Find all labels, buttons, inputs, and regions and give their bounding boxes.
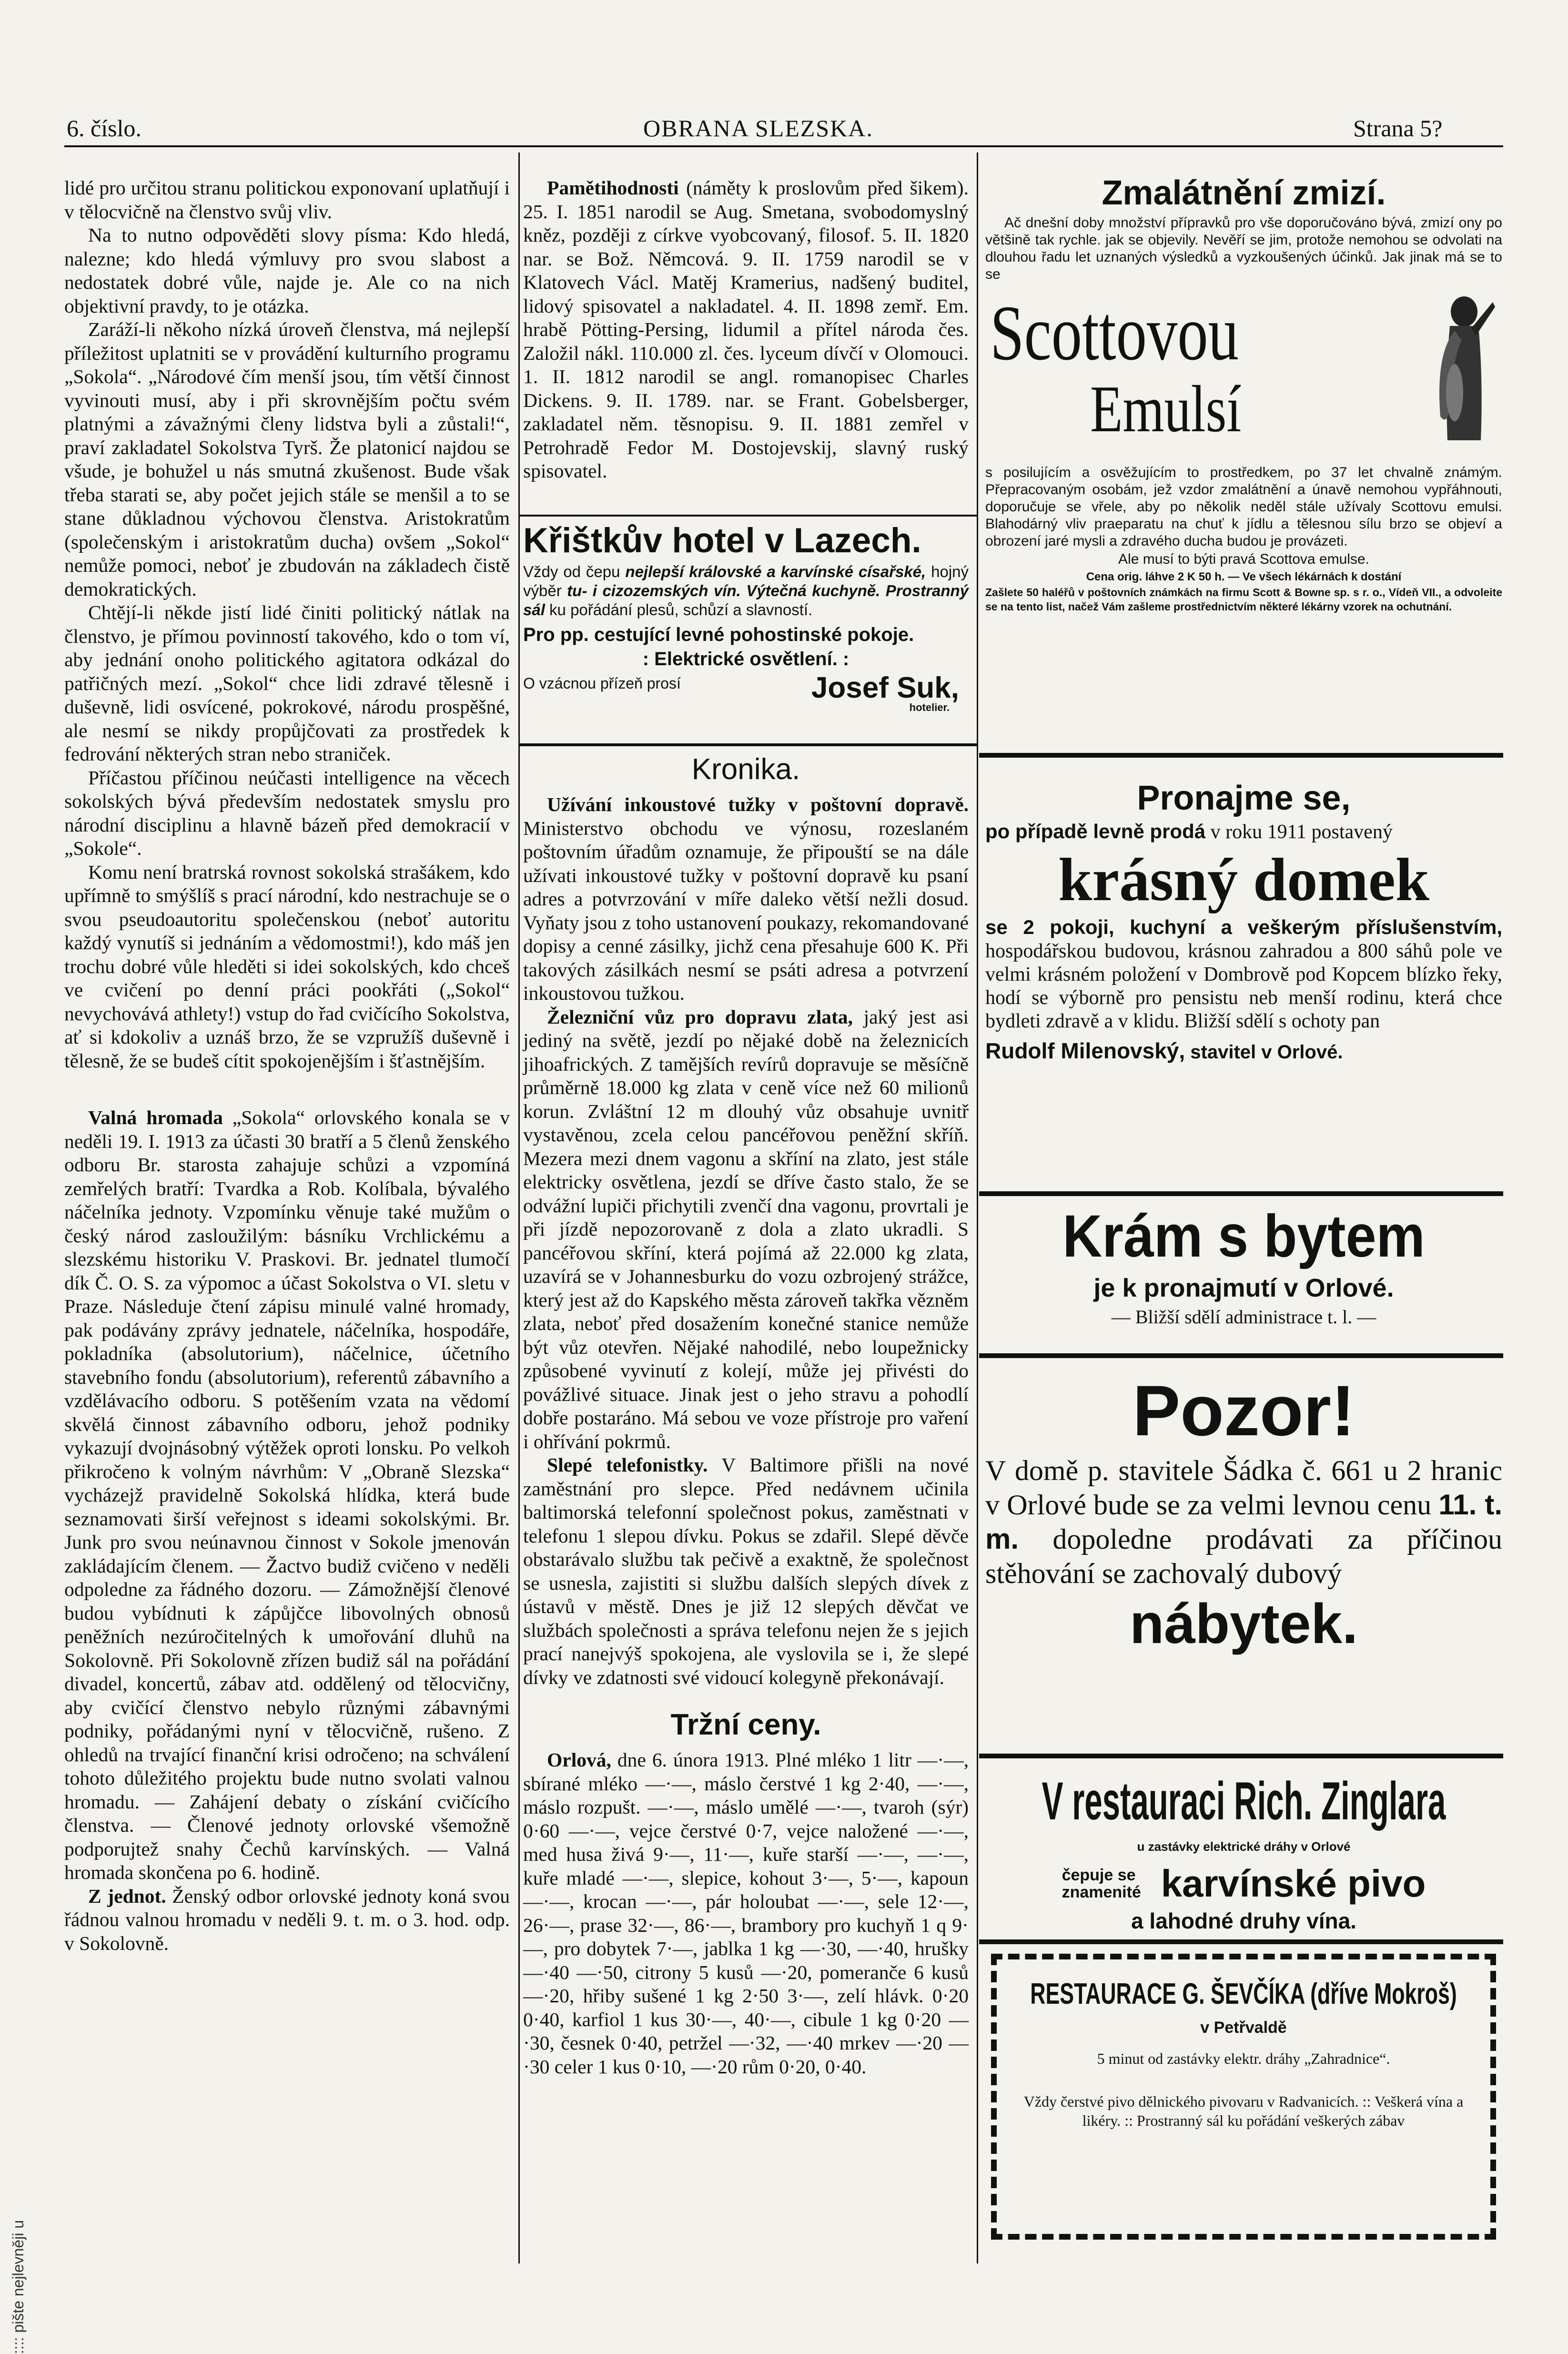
valna-lead: Valná hromada	[88, 1106, 223, 1128]
trzni-heading: Tržní ceny.	[670, 1708, 821, 1741]
kram-subtitle: je k pronajmutí v Orlové.	[1093, 1274, 1394, 1302]
domek-body-bold: se 2 pokoji, kuchyní a veškerým příslušenstvím,	[985, 916, 1502, 938]
valna-text: „Sokola“ orlovského konala se v neděli 19. I. 1913 za účasti 30 bratří a 5 členů ženského odboru Br. starosta zahajuje schůzi a vzpomíná zemřelých bratří: Tvardka a Rob. Kolíbala, bývalého náčelníka jednoty. Vzpomínku věnuje také mužům o český národ zasloužilým: básníku Vrchlickému a slezskému historiku V. Praskovi. Br. jednatel tlumočí dík Č. O. S. za výpomoc a účast Sokolstva o VI. sletu v Praze. Následuje čtení zápisu minulé valné hromady, pak podávány zprávy jednatele, náčelníka, hospodáře, pokladníka (absolutorium), náčelnice, účetního stavebního fondu (absolutorium), referentů zábavního a vzdělávacího odboru. S potěšením vzata na vědomí skvělá činnost zábavního odboru, jehož podniky vykazují dvojnásobný výtěžek oproti lonsku. Po velkoh přikročeno k volným návrhům: V „Obraně Slezska“ vycházejž pravidelně Sokolská hlídka, která bude seznamovati širší veřejnost s ideami sokolskými. Br. Junk pro svou neúnavnou činnost v Sokole jmenován zakládajícím členem. — Žactvo budiž cvičeno v neděli odpoledne za řádného dozoru. — Zámožnější členové budou vybídnuti k zápůjčce libovolných obnosů peněžních nezúročitelných k umořování dluhů na Sokolovně. Při Sokolovně zřízen budiž sál na pořádání divadel, koncertů, zábav atd. oddělený od tělocvičny, aby cvičící členstvo nebylo různými zábavnými podniky, pořádanými nyní v tělocvičně, rušeno. Z ohledů na trvající finanční krisi odročeno; na schválení tohoto důležitého projektu bude nutno svolati valnou hromadu. — Zahájení debaty o získání cvičícího členstva. — Členové jednoty orlovské všemožně podporujtež snahy Čechů karvínských. — Valná hromada skončena po 6. hodině.	[64, 1106, 510, 1883]
scott-intro: Ač dnešní doby množství přípravků pro vše doporučováno bývá, zmizí ony po většině tak rychle. jak se objevily. Nevěří se jim, protože nemohou se odvolati na dlouhou řadu let uznaných výsledků a vyzkoušených účinků. Jak jinak má se to se	[985, 215, 1502, 282]
hotel-text-1b: nejlepší královské a karvínské císařské,	[620, 563, 926, 580]
col1-paragraph: Příčastou příčinou neúčasti intelligence na věcech sokolských bývá především nedostatek smyslu pro národní disciplinu a hlavně bázeň před demokracií v „Sokole“.	[64, 766, 510, 859]
sevcik-offer: Vždy čerstvé pivo dělnického pivovaru v Radvanicích. :: Veškerá vína a likéry. :: Prostranný sál ku pořádání veškerých zábav	[1023, 2093, 1464, 2129]
zinglar-beer-row	[985, 1862, 1502, 1905]
col2-pametihodnosti	[523, 176, 969, 483]
kronika-item	[523, 793, 969, 1005]
col1-paragraph-jednot	[64, 1885, 510, 1956]
col1-paragraph-valna	[64, 1106, 510, 1885]
trzni-lead: Orlová,	[547, 1749, 611, 1771]
pametihodnosti-lead: Pamětihodnosti	[547, 177, 679, 199]
hotel-text-1: Vždy od čepu	[523, 563, 620, 580]
scott-price: Cena orig. láhve 2 K 50 h. — Ve všech lékárnách k dostání	[1086, 570, 1402, 583]
pozor-text-1: V domě p. stavitele Šádka č. 661 u 2 hranic v Orlové bude se za velmi levnou cenu	[985, 1455, 1502, 1521]
domek-signature	[985, 1038, 1502, 1064]
hotel-ad-top-rule	[519, 515, 977, 517]
column-1	[64, 176, 510, 1955]
kronika-item-text: Ministerstvo obchodu ve výnosu, rozeslaném poštovním úřadům oznamuje, že připouští se na dále užívati inkoustové tužky v poštovní dopravě ku psaní adres a potvrzování v míře daleko větší nežli dosud. Vyňaty jsou z toho ustanovení poukazy, rekomandované dopisy a cenné zásilky, jichž cena přesahuje 600 K. Při takových zásilkách nesmí se psáti adresa a potvrzení inkoustovou tužkou.	[523, 817, 969, 1004]
sevcik-distance: 5 minut od zastávky elektr. dráhy „Zahradnice“.	[1097, 2050, 1390, 2067]
zinglar-ad	[985, 1768, 1502, 1937]
kronika-item-text: V Baltimore přišli na nové zaměstnání pro slepce. Před nedávnem učinila baltimorská telefonní společnost pokus, zaměstnati v telefonu 1 slepou dívku. Pokus se zdařil. Slepé děvče obstarávalo službu tak pečivě a exaktně, že společnost se usnesla, zajistiti si službu dalších slepých dívek z ústavů v městě. Dnes je již 12 slepých děvčat ve službách společnosti a správa telefonu nejen že s jejich prací nanejvýš spokojena, ale vyslovila se i, že slepé dívky ve zdatnosti své vidoucí kolegyně překonávají.	[523, 1454, 969, 1688]
hotel-rooms: Pro pp. cestující levné pohostinské pokoje.	[523, 624, 914, 645]
hotel-ad-bottom-rule	[519, 743, 977, 746]
kram-ad	[985, 1201, 1502, 1330]
column-2-kronika	[523, 753, 969, 2079]
scott-body: s posilujícím a osvěžujícím to prostředkem, po 37 let chvalně známým. Přepracovaným osobám, jež vzdor zmalátnění a únavě nemohou vypřáhnouti, doporučuje se vřele, aby po několik neděl stále užívaly Scottovu emulsi. Blahodárný vliv praeparatu na chuť k jídlu a tělesnou sílu brzo se objeví a obrození jaré mysli a zdravého ducha budou je provázeti.	[985, 465, 1502, 549]
zinglar-location: u zastávky elektrické dráhy v Orlové	[1137, 1839, 1351, 1854]
hotel-text-2b: tu- i cizozemských vín. Výtečná kuchyně. Prostranný sál	[523, 582, 969, 619]
zinglar-tap: čepuje se znamenité	[1062, 1866, 1141, 1901]
hotel-title: Křištkův hotel v Lazech.	[523, 521, 921, 560]
domek-ad-rule	[979, 1191, 1503, 1196]
hotel-signature-role: hotelier.	[909, 701, 950, 713]
col1-paragraph: Komu není bratrská rovnost sokolská strašákem, kdo upřímně to smýšlíš s prací národní, kdo nestrachuje se o svou pseudoautoritu společenskou (neboť autoritu každý vynutíš si jednáním a vědomostmi!), kdo máš jen trochu dobré vůle hleděti si idei sokolských, kdo chceš ve cvičení po denní práci pookřáti („Sokol“ nevychovává athlety!) vstup do řad cvičícího Sokolstva, ať si kdokoliv a uznáš brzo, že se vzpružíš duševně i tělesně, že se budeš cítit spokojenějším i šťastnějším.	[64, 861, 510, 1072]
pozor-date: 11. t. m.	[985, 1489, 1503, 1555]
pametihodnosti-text: (náměty k proslovům před šikem). 25. I. 1851 narodil se Aug. Smetana, svobodomyslný kněz, později z církve vyobcovaný, filosof. 5. II. 1820 nar. se Bož. Němcová. 9. II. 1759 narodil se v Klatovech Václ. Matěj Kramerius, nadšený buditel, lidový spisovatel a nakladatel. 4. II. 1898 zemř. Em. hrabě Pötting-Persing, lidumil a přítel národa čes. Založil nákl. 110.000 zl. čes. lyceum dívčí v Olomouci. 1. II. 1812 narodil se angl. romanopisec Charles Dickens. 9. II. 1789. nar. se Frant. Gobelsberger, zakladatel něm. těsnopisu. 9. II. 1881 zemřel v Petrohradě Fedor M. Dostojevskij, slavný ruský spisovatel.	[523, 177, 969, 482]
jednot-text: Ženský odbor orlovské jednoty koná svou řádnou valnou hromadu v neděli 9. t. m. o 3. hod. odp. v Sokolovně.	[64, 1885, 510, 1954]
column-rule-2	[977, 152, 978, 2263]
col1-paragraph: lidé pro určitou stranu politickou exponovaní uplatňují i v tělocvičně na členstvo svůj vliv.	[64, 177, 510, 223]
trzni-body: dne 6. února 1913. Plné mléko 1 litr —·—, sbírané mléko —·—, máslo čerstvé 1 kg 2·40, —·—, máslo rozpušt. —·—, máslo umělé —·—, tvaroh (sýr) 0·60 —·—, vejce čerstvé 0·7, vejce naložené —·—, med husa živá 9·—, 11·—, kuře starší —·—, —·—, kuře mladé —·—, slepice, kohout 3·—, 5·—, kapoun —·—, krocan —·—, pár holoubat —·—, sele 12·—, 26·—, prase 32·—, 86·—, brambory pro kuchyň 1 q 9·—, pro dobytek 7·—, jablka 1 kg —·30, —·40, hrušky —·40 —·50, citrony 5 kusů —·20, pomeranče 6 kusů —·20, hřiby sušené 1 kg 2·50 3·—, zelí hlávk. 0·20 0·40, karfiol 1 kus 30·—, 40·—, cibule 1 kg 0·20 —·30, česnek 0·40, petržel —·32, —·40 mrkev —·20 —·30 celer 1 kus 0·10, —·20 rům 0·20, 0·40.	[523, 1749, 969, 2078]
hotel-light: : Elektrické osvětlení. :	[642, 649, 850, 670]
hotel-text-3: ku pořádání plesů, schůzí a slavností.	[545, 601, 813, 619]
pozor-text-2: dopoledne prodávati za příčinou stěhování se zachovalý dubový	[985, 1523, 1502, 1589]
col1-paragraph: Zaráží-li někoho nízká úroveň členstva, má nejlepší příležitost uplatniti se v provádění kulturního programu „Sokola“. „Národové čím menší jsou, tím větší činnost vyvinouti musí, aby i při skrovnějším počtu svém platnými a závažnými členy lidstva byli a zůstali!“, praví zakladatel Sokolstva Tyrš. Že platonicí najdou se všude, je bohužel u nás smutná zkušenost. Bude však třeba starati se, aby počet jejich stále se menšil a to se stane důkladnou výchovou členstva. Aristokratům (společenským i aristokratům ducha) ovšem „Sokol“ nemůže pomoci, neboť je zbudován na základech čistě demokratických.	[64, 318, 510, 600]
pozor-ad	[985, 1368, 1502, 1657]
scott-ad-rule	[979, 753, 1503, 758]
zinglar-ad-rule	[979, 1939, 1503, 1944]
kronika-item	[523, 1005, 969, 1454]
margin-text: :::: pište nejlevněji u	[10, 2220, 27, 2354]
domek-title: krásný domek	[1058, 846, 1429, 913]
pozor-title: Pozor!	[1133, 1370, 1355, 1451]
pozor-body	[985, 1453, 1502, 1591]
scott-sample: Zašlete 50 haléřů v poštovních známkách na firmu Scott & Bowne sp. s r. o., Vídeň VII., a odvoleite se na tento list, načež Vám zašleme prostřednictvím některé lékárny vzorek na ochutnání.	[985, 586, 1502, 613]
fisherman-with-fish-icon	[1426, 283, 1497, 445]
domek-signature-role: stavitel v Orlové.	[1185, 1042, 1343, 1063]
kronika-item-lead: Užívání inkoustové tužky v poštovní dopravě.	[547, 793, 969, 815]
zinglar-title: V restauraci Rich. Zinglara	[1042, 1771, 1446, 1831]
sevcik-location: v Petřvaldě	[1200, 2019, 1287, 2037]
sevcik-title: RESTAURACE G. ŠEVČÍKA (dříve Mokroš)	[1030, 1978, 1457, 2010]
domek-body	[985, 915, 1502, 1033]
column-2	[523, 176, 969, 483]
zinglar-beer: karvínské pivo	[1161, 1862, 1426, 1905]
header-rule	[64, 145, 1503, 147]
page-number: Strana 5?	[1353, 115, 1443, 142]
col1-paragraph: Na to nutno odpověděti slovy písma: Kdo hledá, nalezne; kdo hledá výmluvy pro svou slabost a nedostatek dobré vůle, najde je. Ale co na nich objektivní pravdy, to je otázka.	[64, 224, 510, 317]
scott-name: Scottovou	[990, 289, 1239, 376]
scott-ad	[985, 172, 1502, 614]
kronika-item-lead: Slepé telefonistky.	[547, 1454, 708, 1476]
kronika-item	[523, 1453, 969, 1689]
pozor-furniture: nábytek.	[1130, 1593, 1358, 1655]
domek-intro-bold: po případě levně prodá	[985, 820, 1206, 842]
scott-title: Zmalátnění zmizí.	[1102, 174, 1386, 212]
issue-number: 6. číslo.	[67, 115, 142, 142]
domek-body-text: hospodářskou budovou, krásnou zahradou a 800 sáhů pole ve velmi krásném položení v Dombrově pod Kopcem blízko řeky, hodí se výborně pro pensistu neb menší rodinu, která chce bydleti zdravě a v klidu. Bližší sdělí s ochoty pan	[985, 940, 1502, 1032]
kram-ad-rule	[979, 1353, 1503, 1358]
sevcik-ad	[1005, 1973, 1482, 2130]
domek-ad	[985, 777, 1502, 1064]
domek-intro	[985, 820, 1502, 844]
zinglar-wine: a lahodné druhy vína.	[1131, 1908, 1356, 1933]
kronika-heading: Kronika.	[691, 753, 800, 786]
kram-info: — Bližší sdělí administrace t. l. —	[1111, 1306, 1376, 1328]
hotel-text	[523, 562, 969, 619]
kronika-item-text: jaký jest asi jediný na světě, jezdí po nějaké době na železnicích jihoafrických. Z tamějších revírů dopravuje se měsíčně průměrně 18.000 kg zlata v ceně více než 60 milionů korun. Zvláštní 12 m dlouhý vůz obsahuje uvnitř vystavěnou, zcela celou pancéřovou peněžní skříň. Mezera mezi dnem vagonu a skříní na zlato, jest stále elektricky osvětlena, jezdí se dříve často stalo, že se odvážní lupiči přichytili zvenčí dna vagonu, provrtali je při jízdě nepozorovaně z dola a zlato ukradli. S pancéřovou skříní, která pojímá až 22.000 kg zlata, uzavírá se v Johannesburku do vozu ozbrojený strážce, který jest až do Kapského města zároveň takřka vězněm zlata, neboť před dosažením konečné stanice nemůže být vůz otevřen. Nějaké nahodilé, nebo loupežnicky způsobené vyvinutí z kolejí, může jej přivésti do povážlivé situace. Jinak jest o jeho stravu a pohodlí dobře postaráno. Má sebou ve voze přístroje pro vaření i ohřívání pokrmů.	[523, 1005, 969, 1452]
kronika-item-lead: Železniční vůz pro dopravu zlata,	[547, 1005, 853, 1028]
kram-title: Krám s bytem	[1062, 1203, 1425, 1269]
newspaper-title: OBRANA SLEZSKA.	[643, 115, 873, 142]
scott-brand	[985, 283, 1502, 464]
scott-emulsion: Emulsí	[1090, 372, 1242, 446]
column-rule-1	[518, 152, 520, 2263]
hotel-plea: O vzácnou přízeň prosí	[523, 675, 681, 692]
hotel-ad	[523, 519, 969, 714]
scott-genuine: Ale musí to býti pravá Scottova emulse.	[1118, 551, 1369, 567]
hotel-signature-row	[523, 671, 969, 714]
jednot-lead: Z jednot.	[88, 1885, 166, 1907]
domek-signature-name: Rudolf Milenovský,	[985, 1038, 1185, 1063]
trzni-text	[523, 1748, 969, 2079]
hotel-signature: Josef Suk,	[811, 671, 959, 704]
hotel-text-2: hojný výběr	[523, 563, 969, 599]
pozor-ad-rule	[979, 1754, 1503, 1758]
domek-heading: Pronajme se,	[1137, 779, 1351, 817]
col1-paragraph: Chtějí-li někde jistí lidé činiti politický nátlak na členstvo, je přímou povinností takového, kdo o tom ví, aby jednání onoho politického agitatora odkázal do patřičných mezí. „Sokol“ chce lidi zdravé tělesně i duševně, lidi osvícené, pokrokové, národu prospěšné, ale nesmí se nikdy propůjčovati za prostředek k fedrování některých stran nebo straniček.	[64, 601, 510, 765]
domek-intro-text: v roku 1911 postavený	[1205, 821, 1393, 843]
